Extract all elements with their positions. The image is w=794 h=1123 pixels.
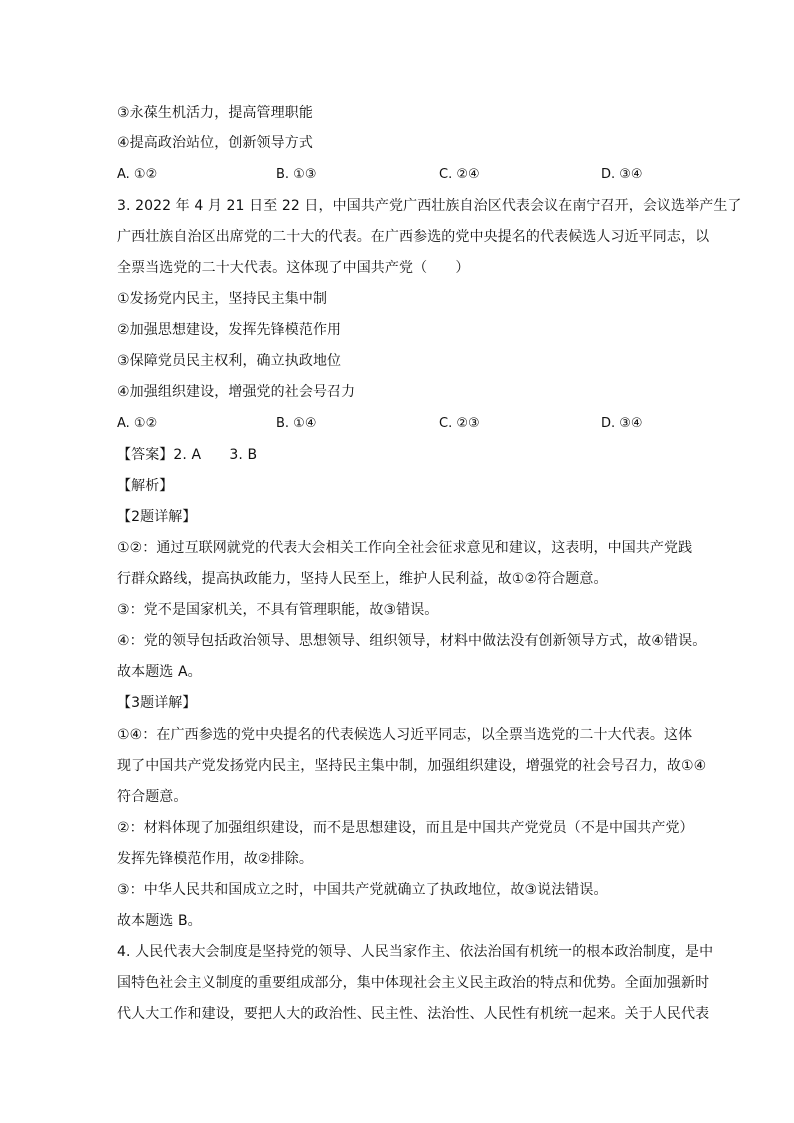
q2-option-d: D. ③④: [601, 167, 643, 182]
q2-detail-title: 【2题详解】: [117, 509, 197, 525]
q3-detail-line-2: 现了中国共产党发扬党内民主，坚持民主集中制，加强组织建设，增强党的社会号召力，故①④: [117, 758, 707, 774]
q2-detail-conclusion: 故本题选 A。: [117, 664, 202, 680]
q2-item-3: ③永葆生机活力，提高管理职能: [117, 105, 313, 121]
q4-stem-line-2: 国特色社会主义制度的重要组成部分，集中体现社会主义民主政治的特点和优势。全面加强新时: [117, 975, 710, 991]
q3-stem-line-3: 全票当选党的二十大代表。这体现了中国共产党（ ）: [117, 260, 470, 276]
q3-option-b: B. ①④: [276, 416, 317, 431]
q3-detail-line-1: ①④：在广西参选的党中央提名的代表候选人习近平同志，以全票当选党的二十大代表。这体: [117, 727, 693, 743]
q3-option-d: D. ③④: [601, 416, 643, 431]
q2-detail-line-3: ③：党不是国家机关，不具有管理职能，故③错误。: [117, 602, 439, 618]
q3-detail-line-4: ②：材料体现了加强组织建设，而不是思想建设，而且是中国共产党党员（不是中国共产党）: [117, 820, 694, 836]
q2-option-c: C. ②④: [439, 167, 480, 182]
q3-item-1: ①发扬党内民主，坚持民主集中制: [117, 291, 328, 307]
q3-detail-title: 【3题详解】: [117, 695, 197, 711]
q3-item-4: ④加强组织建设，增强党的社会号召力: [117, 384, 356, 400]
q3-detail-conclusion: 故本题选 B。: [117, 913, 202, 929]
q3-detail-line-3: 符合题意。: [117, 789, 188, 805]
q2-option-a: A. ①②: [117, 167, 158, 182]
q3-item-2: ②加强思想建设，发挥先锋模范作用: [117, 322, 342, 338]
q3-detail-line-6: ③：中华人民共和国成立之时，中国共产党就确立了执政地位，故③说法错误。: [117, 882, 608, 898]
answer-line: 【答案】2. A 3. B: [117, 447, 258, 463]
q2-item-4: ④提高政治站位，创新领导方式: [117, 135, 313, 151]
q2-detail-line-4: ④：党的领导包括政治领导、思想领导、组织领导，材料中做法没有创新领导方式，故④错误。: [117, 633, 707, 649]
q4-stem-line-3: 代人大工作和建设，要把人大的政治性、民主性、法治性、人民性有机统一起来。关于人民代表: [117, 1006, 710, 1022]
q3-option-c: C. ②③: [439, 416, 480, 431]
q3-stem-line-1: 3. 2022 年 4 月 21 日至 22 日，中国共产党广西壮族自治区代表会议在南宁召开，会议选举产生了: [117, 198, 742, 214]
q3-item-3: ③保障党员民主权利，确立执政地位: [117, 353, 342, 369]
analysis-title: 【解析】: [117, 478, 174, 494]
q2-detail-line-1: ①②：通过互联网就党的代表大会相关工作向全社会征求意见和建议，这表明，中国共产党践: [117, 540, 693, 556]
q3-stem-line-2: 广西壮族自治区出席党的二十大的代表。在广西参选的党中央提名的代表候选人习近平同志，以: [117, 229, 710, 245]
q3-option-a: A. ①②: [117, 416, 158, 431]
q2-detail-line-2: 行群众路线，提高执政能力，坚持人民至上，维护人民利益，故①②符合题意。: [117, 571, 608, 587]
q2-option-b: B. ①③: [276, 167, 317, 182]
q3-detail-line-5: 发挥先锋模范作用，故②排除。: [117, 851, 313, 867]
q4-stem-line-1: 4. 人民代表大会制度是坚持党的领导、人民当家作主、依法治国有机统一的根本政治制度，是中: [117, 944, 714, 960]
